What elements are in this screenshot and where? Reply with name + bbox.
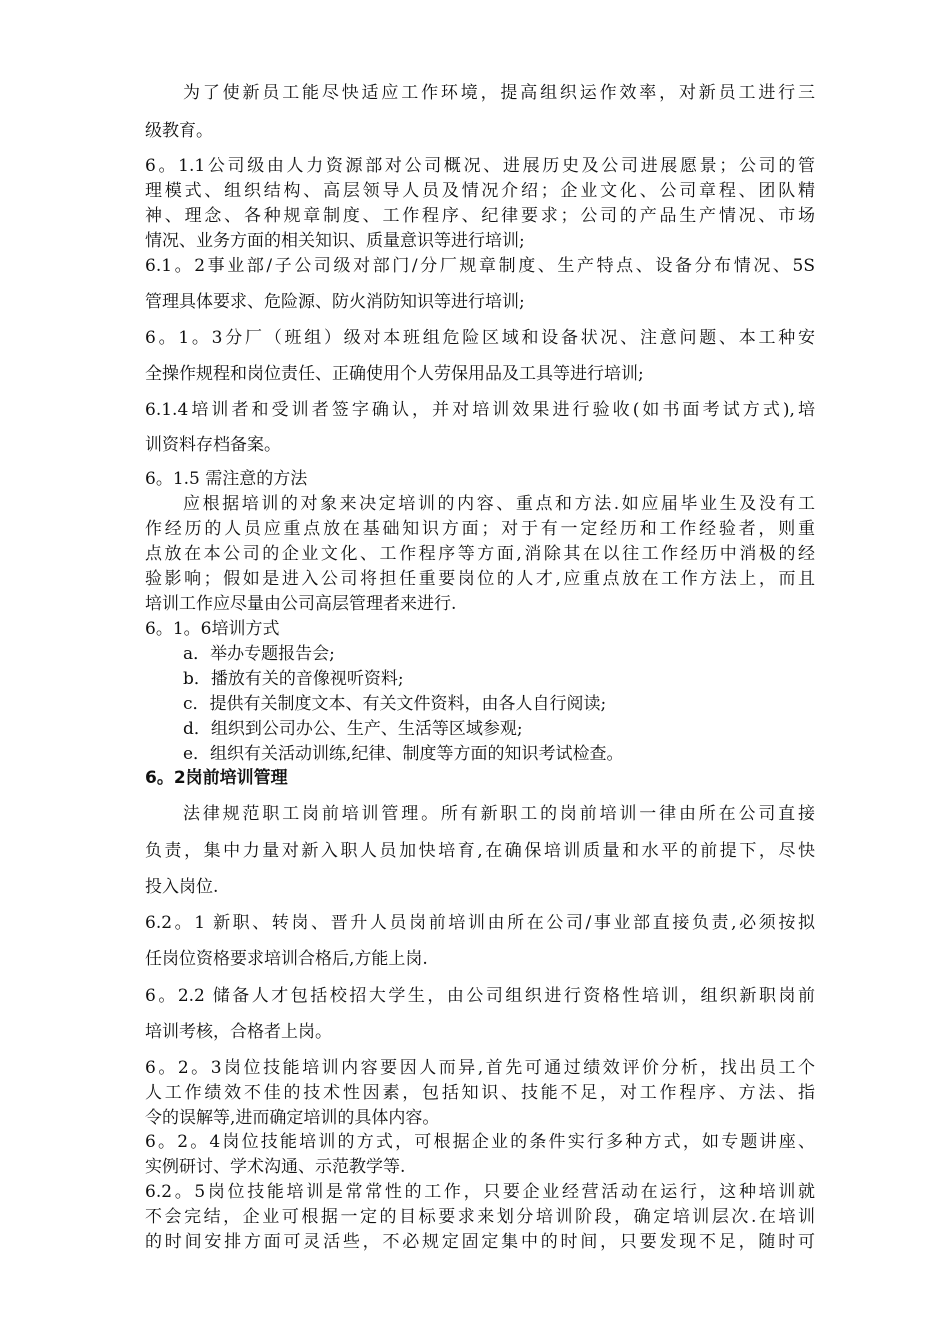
section-614-line-2: 训资料存档备案。 <box>145 435 281 455</box>
section-623-line-1: 6。2。3岗位技能培训内容要因人而异,首先可通过绩效评价分析，找出员工个 <box>145 1058 815 1078</box>
section-62-line-1: 法律规范职工岗前培训管理。所有新职工的岗前培训一律由所在公司直接 <box>183 804 815 824</box>
training-method-item-b: b．播放有关的音像视听资料; <box>183 669 404 689</box>
section-621-line-1: 6.2。1 新职、转岗、晋升人员岗前培训由所在公司/事业部直接负责,必须按拟 <box>145 913 815 933</box>
section-62-heading: 6。2岗前培训管理 <box>145 768 288 788</box>
section-625-line-3: 的时间安排方面可灵活些，不必规定固定集中的时间，只要发现不足，随时可 <box>145 1232 815 1252</box>
section-62-line-2: 负责，集中力量对新入职人员加快培育,在确保培训质量和水平的前提下，尽快 <box>145 841 815 861</box>
section-615-title: 6。1.5 需注意的方法 <box>145 469 308 489</box>
section-611-line-2: 理模式、组织结构、高层领导人员及情况介绍；企业文化、公司章程、团队精 <box>145 181 815 201</box>
section-615-line-5: 培训工作应尽量由公司高层管理者来进行. <box>145 594 457 614</box>
section-625-line-2: 不会完结，企业可根据一定的目标要求来划分培训阶段，确定培训层次.在培训 <box>145 1207 815 1227</box>
section-62-line-3: 投入岗位. <box>145 877 219 897</box>
training-method-item-a: a．举办专题报告会; <box>183 644 335 664</box>
section-615-line-3: 点放在本公司的企业文化、工作程序等方面,消除其在以往工作经历中消极的经 <box>145 544 815 564</box>
section-622-line-2: 培训考核，合格者上岗。 <box>145 1022 332 1042</box>
section-612-line-1: 6.1。2事业部/子公司级对部门/分厂规章制度、生产特点、设备分布情况、5S <box>145 256 815 276</box>
section-615-line-1: 应根据培训的对象来决定培训的内容、重点和方法.如应届毕业生及没有工 <box>183 494 815 514</box>
section-615-line-4: 验影响；假如是进入公司将担任重要岗位的人才,应重点放在工作方法上，而且 <box>145 569 815 589</box>
section-622-line-1: 6。2.2 储备人才包括校招大学生，由公司组织进行资格性培训，组织新职岗前 <box>145 986 815 1006</box>
section-611-line-1: 6。1.1公司级由人力资源部对公司概况、进展历史及公司进展愿景；公司的管 <box>145 156 815 176</box>
training-method-item-e: e．组织有关活动训练,纪律、制度等方面的知识考试检查。 <box>183 744 624 764</box>
training-method-item-d: d．组织到公司办公、生产、生活等区域参观; <box>183 719 523 739</box>
section-613-line-1: 6。1。3分厂（班组）级对本班组危险区域和设备状况、注意问题、本工种安 <box>145 328 815 348</box>
section-623-line-2: 人工作绩效不佳的技术性因素，包括知识、技能不足，对工作程序、方法、指 <box>145 1083 815 1103</box>
section-621-line-2: 任岗位资格要求培训合格后,方能上岗. <box>145 949 428 969</box>
section-615-line-2: 作经历的人员应重点放在基础知识方面；对于有一定经历和工作经验者，则重 <box>145 519 815 539</box>
intro-line-1: 为了使新员工能尽快适应工作环境，提高组织运作效率，对新员工进行三 <box>183 83 815 103</box>
section-624-line-2: 实例研讨、学术沟通、示范教学等. <box>145 1157 406 1177</box>
section-611-line-3: 神、理念、各种规章制度、工作程序、纪律要求；公司的产品生产情况、市场 <box>145 206 815 226</box>
section-613-line-2: 全操作规程和岗位责任、正确使用个人劳保用品及工具等进行培训; <box>145 364 644 384</box>
training-method-item-c: c．提供有关制度文本、有关文件资料，由各人自行阅读; <box>183 694 607 714</box>
section-625-line-1: 6.2。5岗位技能培训是常常性的工作，只要企业经营活动在运行，这种培训就 <box>145 1182 815 1202</box>
intro-line-2: 级教育。 <box>145 121 213 141</box>
section-623-line-3: 令的误解等,进而确定培训的具体内容。 <box>145 1108 440 1128</box>
section-612-line-2: 管理具体要求、危险源、防火消防知识等进行培训; <box>145 292 525 312</box>
section-616-title: 6。1。6培训方式 <box>145 619 280 639</box>
section-611-line-4: 情况、业务方面的相关知识、质量意识等进行培训; <box>145 231 525 251</box>
section-624-line-1: 6。2。4岗位技能培训的方式，可根据企业的条件实行多种方式，如专题讲座、 <box>145 1132 815 1152</box>
section-614-line-1: 6.1.4培训者和受训者签字确认，并对培训效果进行验收(如书面考试方式),培 <box>145 400 815 420</box>
